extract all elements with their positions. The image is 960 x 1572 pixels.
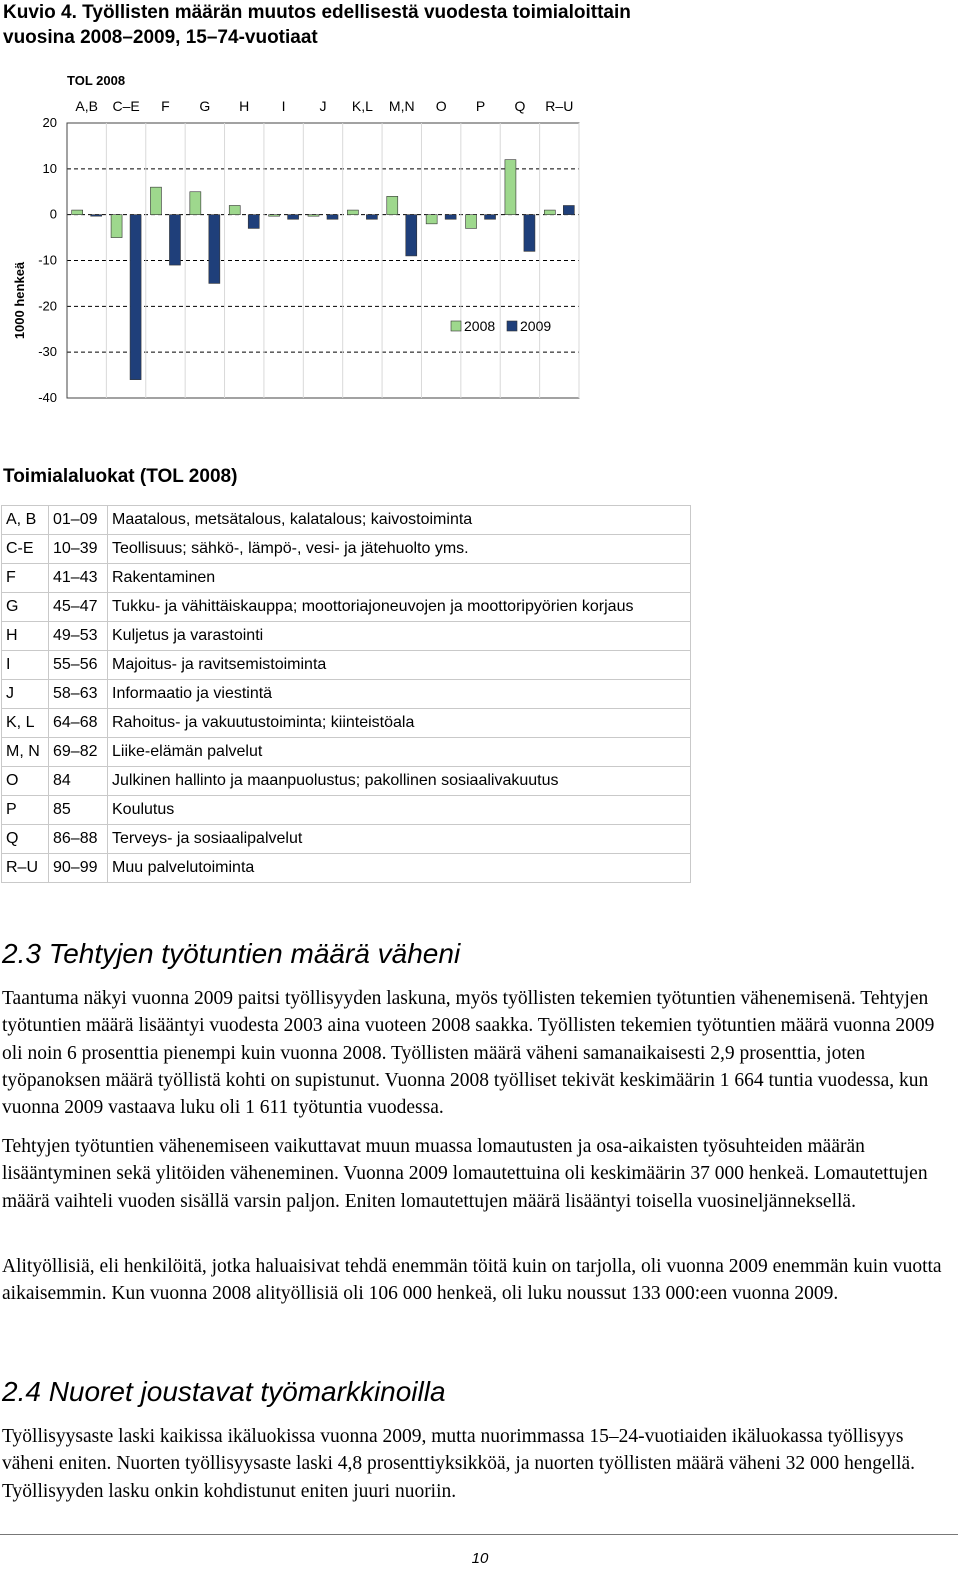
industry-name-cell: Terveys- ja sosiaalipalvelut: [108, 825, 691, 854]
bar-2009: [209, 215, 220, 284]
employment-change-bar-chart: [0, 60, 600, 420]
y-tick-label: 10: [42, 160, 57, 176]
category-label: H: [239, 98, 250, 114]
class-code-cell: J: [2, 680, 49, 709]
industry-name-cell: Koulutus: [108, 796, 691, 825]
industry-name-cell: Liike-elämän palvelut: [108, 738, 691, 767]
bar-2009: [406, 215, 417, 256]
table-row: [2, 854, 691, 883]
bar-2008: [308, 215, 319, 217]
legend-label: 2008: [464, 318, 496, 334]
paragraph: Alityöllisiä, eli henkilöitä, jotka haluaisivat tehdä enemmän töitä kuin on tarjolla, oli vuonna 2009 enemmän kuin vuotta aikaisemmin. Kun vuonna 2008 alityöllisiä oli 106 000 henkeä, oli luku noussut 133 000:een vuonna 2009.: [2, 1256, 942, 1305]
y-tick-label: -10: [38, 252, 57, 268]
bar-2009: [524, 215, 535, 252]
paragraph: Tehtyjen työtuntien vähenemiseen vaikuttavat muun muassa lomautusten ja osa-aikaisten työsuhteiden määrän lisääntyminen sekä ylitöiden väheneminen. Vuonna 2009 lomautettuina oli keskimäärin 37 000 henkeä. Lomautettujen määrä vaihteli vuoden sisällä varsin paljon. Eniten lomautettujen määrä lisääntyi toisella vuosineljänneksellä.: [2, 1136, 928, 1212]
class-code-cell: G: [2, 593, 49, 622]
class-code-cell: Q: [2, 825, 49, 854]
code-range-cell: 01–09: [49, 506, 108, 535]
table-row: [2, 738, 691, 767]
table-heading: Toimialaluokat (TOL 2008): [3, 466, 238, 487]
y-tick-label: -40: [38, 390, 57, 405]
category-label: F: [161, 98, 170, 114]
bar-2009: [130, 215, 141, 380]
code-range-cell: 85: [49, 796, 108, 825]
category-label: I: [281, 98, 286, 114]
bar-2008: [387, 196, 398, 214]
y-axis-label: 1000 henkeä: [12, 261, 27, 340]
y-tick-label: -30: [38, 344, 57, 360]
paragraph: Taantuma näkyi vuonna 2009 paitsi työllisyyden laskuna, myös työllisten tekemien työtuntien vähenemisenä. Tehtyjen työtuntien määrä lisääntyi vuodesta 2003 aina vuoteen 2008 saakka. Työllisten tekemien työtuntien määrä vuonna 2009 oli noin 6 prosenttia pienempi kuin vuonna 2008. Työllisten määrä väheni samanaikaisesti 2,9 prosenttia, joten työpanoksen määrä työllistä kohti on supistunut. Vuonna 2008 työlliset tekivät keskimäärin 1 664 tuntia vuodessa, kun vuonna 2009 vastaava luku oli 1 611 työtuntia vuodessa.: [2, 988, 935, 1119]
footer-divider: [0, 1534, 958, 1535]
class-code-cell: I: [2, 651, 49, 680]
class-code-cell: C-E: [2, 535, 49, 564]
bar-2009: [366, 215, 377, 220]
bar-2008: [466, 215, 477, 229]
legend-swatch: [451, 321, 461, 331]
category-label: R–U: [545, 98, 574, 114]
bar-2009: [91, 215, 102, 217]
section-heading-2-3: 2.3 Tehtyjen työtuntien määrä väheni: [2, 938, 461, 969]
table-row: [2, 622, 691, 651]
bar-2008: [190, 192, 201, 215]
bar-2008: [150, 187, 161, 215]
section-heading-2-4: 2.4 Nuoret joustavat työmarkkinoilla: [2, 1376, 446, 1407]
bar-2008: [269, 215, 280, 217]
industry-name-cell: Julkinen hallinto ja maanpuolustus; pakollinen sosiaalivakuutus: [108, 767, 691, 796]
class-code-cell: M, N: [2, 738, 49, 767]
table-row: [2, 767, 691, 796]
code-range-cell: 49–53: [49, 622, 108, 651]
category-label: O: [435, 98, 447, 114]
category-label: K,L: [351, 98, 373, 114]
legend-swatch: [507, 321, 517, 331]
y-tick-label: -20: [38, 298, 57, 314]
bar-2009: [248, 215, 259, 229]
code-range-cell: 86–88: [49, 825, 108, 854]
bar-2008: [544, 210, 555, 215]
code-range-cell: 58–63: [49, 680, 108, 709]
page-number: 10: [471, 1550, 489, 1567]
bar-2008: [505, 160, 516, 215]
code-range-cell: 45–47: [49, 593, 108, 622]
paragraph: Työllisyysaste laski kaikissa ikäluokissa vuonna 2009, mutta nuorimmassa 15–24-vuotiaiden ikäluokassa työllisyys väheni eniten. Nuorten työllisyysaste laski 4,8 prosenttiyksikköä, ja nuorten työllisten määrä väheni 32 000 hengellä. Työllisyyden lasku onkin kohdistunut eniten juuri nuoriin.: [2, 1426, 916, 1502]
y-tick-label: 0: [49, 206, 57, 222]
industry-name-cell: Tukku- ja vähittäiskauppa; moottoriajoneuvojen ja moottoripyörien korjaus: [108, 593, 691, 622]
top-axis-title: TOL 2008: [67, 73, 126, 88]
code-range-cell: 90–99: [49, 854, 108, 883]
table-row: [2, 564, 691, 593]
bar-2008: [229, 206, 240, 215]
industry-name-cell: Teollisuus; sähkö-, lämpö-, vesi- ja jätehuolto yms.: [108, 535, 691, 564]
bar-2008: [347, 210, 358, 215]
table-row: [2, 593, 691, 622]
industry-name-cell: Informaatio ja viestintä: [108, 680, 691, 709]
y-tick-label: 20: [42, 115, 57, 130]
industry-codes-table: [1, 505, 691, 883]
table-row: [2, 825, 691, 854]
table-row: [2, 796, 691, 825]
table-row: [2, 506, 691, 535]
category-label: A,B: [75, 98, 98, 114]
industry-name-cell: Majoitus- ja ravitsemistoiminta: [108, 651, 691, 680]
table-row: [2, 709, 691, 738]
class-code-cell: F: [2, 564, 49, 593]
bar-2009: [563, 206, 574, 215]
class-code-cell: P: [2, 796, 49, 825]
code-range-cell: 64–68: [49, 709, 108, 738]
industry-name-cell: Muu palvelutoiminta: [108, 854, 691, 883]
class-code-cell: R–U: [2, 854, 49, 883]
table-row: [2, 651, 691, 680]
bar-2009: [169, 215, 180, 265]
figure-title: Kuvio 4. Työllisten määrän muutos edellisestä vuodesta toimialoittain vuosina 2008–2009, 15–74-vuotiaat: [3, 2, 631, 48]
industry-name-cell: Rahoitus- ja vakuutustoiminta; kiinteistöala: [108, 709, 691, 738]
category-label: Q: [514, 98, 526, 114]
industry-name-cell: Rakentaminen: [108, 564, 691, 593]
bar-2008: [426, 215, 437, 224]
bar-2008: [111, 215, 122, 238]
legend-label: 2009: [520, 318, 552, 334]
bar-2008: [72, 210, 83, 215]
code-range-cell: 41–43: [49, 564, 108, 593]
table-row: [2, 680, 691, 709]
class-code-cell: H: [2, 622, 49, 651]
category-label: J: [319, 98, 327, 114]
code-range-cell: 69–82: [49, 738, 108, 767]
bar-2009: [327, 215, 338, 220]
bar-2009: [485, 215, 496, 220]
code-range-cell: 10–39: [49, 535, 108, 564]
bar-2009: [445, 215, 456, 220]
category-label: P: [475, 98, 486, 114]
category-label: G: [199, 98, 211, 114]
class-code-cell: O: [2, 767, 49, 796]
table-row: [2, 535, 691, 564]
category-label: C–E: [112, 98, 140, 114]
class-code-cell: A, B: [2, 506, 49, 535]
class-code-cell: K, L: [2, 709, 49, 738]
code-range-cell: 84: [49, 767, 108, 796]
code-range-cell: 55–56: [49, 651, 108, 680]
category-label: M,N: [388, 98, 415, 114]
industry-name-cell: Kuljetus ja varastointi: [108, 622, 691, 651]
industry-name-cell: Maatalous, metsätalous, kalatalous; kaivostoiminta: [108, 506, 691, 535]
bar-2009: [288, 215, 299, 220]
